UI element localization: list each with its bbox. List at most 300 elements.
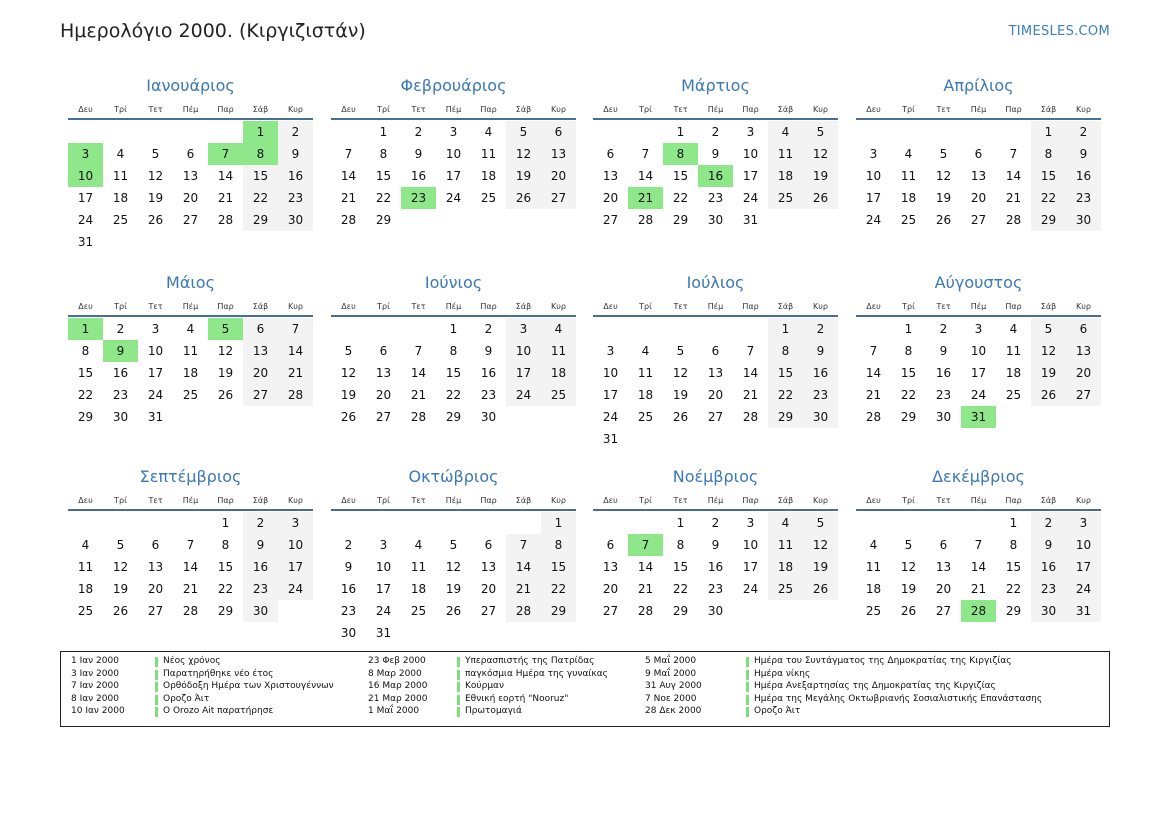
day-cell[interactable]: 22 [768,384,803,406]
day-cell[interactable]: 7 [869,344,878,358]
day-cell[interactable]: 29 [1005,604,1022,618]
day-cell[interactable]: 25 [1005,388,1022,402]
day-cell[interactable]: 23 [340,604,357,618]
day-cell[interactable]: 14 [970,560,987,574]
day-cell[interactable]: 15 [217,560,234,574]
day-cell[interactable]: 26 [112,604,129,618]
day-cell[interactable]: 6 [606,538,615,552]
day-cell[interactable]: 3 [379,538,388,552]
holiday-day-cell[interactable]: 8 [243,143,278,165]
day-cell[interactable]: 10 [602,366,619,380]
day-cell[interactable]: 13 [182,169,199,183]
day-cell[interactable]: 11 [541,340,576,362]
day-cell[interactable]: 30 [1066,209,1101,231]
day-cell[interactable]: 22 [217,582,234,596]
day-cell[interactable]: 3 [974,322,983,336]
holiday-day-cell[interactable]: 3 [68,143,103,165]
day-cell[interactable]: 5 [803,512,838,534]
day-cell[interactable]: 24 [77,213,94,227]
day-cell[interactable]: 7 [506,534,541,556]
day-cell[interactable]: 24 [970,388,987,402]
day-cell[interactable]: 2 [711,516,720,530]
day-cell[interactable]: 6 [939,538,948,552]
day-cell[interactable]: 24 [506,384,541,406]
day-cell[interactable]: 18 [900,191,917,205]
day-cell[interactable]: 29 [672,213,689,227]
day-cell[interactable]: 6 [541,121,576,143]
day-cell[interactable]: 11 [637,366,654,380]
day-cell[interactable]: 6 [1066,318,1101,340]
day-cell[interactable]: 27 [147,604,164,618]
day-cell[interactable]: 15 [1005,560,1022,574]
day-cell[interactable]: 24 [445,191,462,205]
day-cell[interactable]: 18 [768,165,803,187]
day-cell[interactable]: 20 [147,582,164,596]
day-cell[interactable]: 11 [410,560,427,574]
day-cell[interactable]: 25 [410,604,427,618]
day-cell[interactable]: 10 [1066,534,1101,556]
day-cell[interactable]: 21 [970,582,987,596]
holiday-day-cell[interactable]: 7 [208,143,243,165]
day-cell[interactable]: 11 [1005,344,1022,358]
day-cell[interactable]: 4 [186,322,195,336]
day-cell[interactable]: 16 [410,169,427,183]
day-cell[interactable]: 9 [1066,143,1101,165]
day-cell[interactable]: 25 [480,191,497,205]
day-cell[interactable]: 12 [112,560,129,574]
day-cell[interactable]: 16 [340,582,357,596]
day-cell[interactable]: 21 [410,388,427,402]
holiday-day-cell[interactable]: 1 [243,121,278,143]
day-cell[interactable]: 17 [445,169,462,183]
day-cell[interactable]: 17 [1066,556,1101,578]
day-cell[interactable]: 22 [243,187,278,209]
day-cell[interactable]: 3 [449,125,458,139]
day-cell[interactable]: 13 [1066,340,1101,362]
day-cell[interactable]: 3 [606,344,615,358]
day-cell[interactable]: 25 [637,410,654,424]
day-cell[interactable]: 4 [541,318,576,340]
day-cell[interactable]: 10 [147,344,164,358]
day-cell[interactable]: 12 [935,169,952,183]
day-cell[interactable]: 22 [1031,187,1066,209]
day-cell[interactable]: 13 [147,560,164,574]
day-cell[interactable]: 15 [77,366,94,380]
day-cell[interactable]: 2 [939,322,948,336]
day-cell[interactable]: 20 [707,388,724,402]
day-cell[interactable]: 27 [602,213,619,227]
day-cell[interactable]: 8 [1009,538,1018,552]
day-cell[interactable]: 11 [865,560,882,574]
day-cell[interactable]: 6 [484,538,493,552]
day-cell[interactable]: 21 [217,191,234,205]
day-cell[interactable]: 19 [900,582,917,596]
day-cell[interactable]: 25 [768,578,803,600]
site-brand[interactable]: TIMESLES.COM [1008,24,1110,39]
day-cell[interactable]: 29 [77,410,94,424]
day-cell[interactable]: 9 [1031,534,1066,556]
day-cell[interactable]: 17 [742,560,759,574]
day-cell[interactable]: 14 [217,169,234,183]
day-cell[interactable]: 15 [768,362,803,384]
day-cell[interactable]: 23 [707,191,724,205]
day-cell[interactable]: 16 [1066,165,1101,187]
day-cell[interactable]: 27 [602,604,619,618]
day-cell[interactable]: 4 [869,538,878,552]
day-cell[interactable]: 22 [77,388,94,402]
holiday-day-cell[interactable]: 21 [628,187,663,209]
day-cell[interactable]: 31 [602,432,619,446]
day-cell[interactable]: 9 [344,560,353,574]
day-cell[interactable]: 29 [445,410,462,424]
day-cell[interactable]: 14 [742,366,759,380]
day-cell[interactable]: 16 [803,362,838,384]
day-cell[interactable]: 2 [1031,512,1066,534]
day-cell[interactable]: 19 [340,388,357,402]
day-cell[interactable]: 27 [970,213,987,227]
holiday-day-cell[interactable]: 28 [961,600,996,622]
day-cell[interactable]: 31 [375,626,392,640]
day-cell[interactable]: 14 [182,560,199,574]
day-cell[interactable]: 7 [186,538,195,552]
day-cell[interactable]: 14 [865,366,882,380]
day-cell[interactable]: 19 [1031,362,1066,384]
day-cell[interactable]: 4 [1009,322,1018,336]
day-cell[interactable]: 2 [344,538,353,552]
day-cell[interactable]: 27 [243,384,278,406]
day-cell[interactable]: 12 [147,169,164,183]
day-cell[interactable]: 28 [637,604,654,618]
day-cell[interactable]: 7 [974,538,983,552]
day-cell[interactable]: 10 [865,169,882,183]
day-cell[interactable]: 10 [742,147,759,161]
day-cell[interactable]: 26 [1031,384,1066,406]
day-cell[interactable]: 1 [541,512,576,534]
day-cell[interactable]: 13 [243,340,278,362]
day-cell[interactable]: 30 [935,410,952,424]
day-cell[interactable]: 30 [1031,600,1066,622]
day-cell[interactable]: 12 [1031,340,1066,362]
day-cell[interactable]: 19 [445,582,462,596]
day-cell[interactable]: 14 [410,366,427,380]
day-cell[interactable]: 25 [900,213,917,227]
day-cell[interactable]: 21 [182,582,199,596]
day-cell[interactable]: 24 [375,604,392,618]
day-cell[interactable]: 18 [77,582,94,596]
day-cell[interactable]: 30 [480,410,497,424]
day-cell[interactable]: 20 [935,582,952,596]
day-cell[interactable]: 8 [81,344,90,358]
day-cell[interactable]: 1 [676,125,685,139]
day-cell[interactable]: 30 [707,604,724,618]
day-cell[interactable]: 29 [1031,209,1066,231]
day-cell[interactable]: 5 [904,538,913,552]
day-cell[interactable]: 12 [672,366,689,380]
day-cell[interactable]: 20 [602,191,619,205]
day-cell[interactable]: 1 [1031,121,1066,143]
day-cell[interactable]: 2 [243,512,278,534]
day-cell[interactable]: 4 [768,512,803,534]
day-cell[interactable]: 12 [340,366,357,380]
day-cell[interactable]: 16 [112,366,129,380]
day-cell[interactable]: 6 [974,147,983,161]
day-cell[interactable]: 19 [803,556,838,578]
day-cell[interactable]: 29 [768,406,803,428]
day-cell[interactable]: 22 [375,191,392,205]
day-cell[interactable]: 28 [742,410,759,424]
day-cell[interactable]: 11 [77,560,94,574]
day-cell[interactable]: 25 [768,187,803,209]
day-cell[interactable]: 7 [641,147,650,161]
day-cell[interactable]: 15 [1031,165,1066,187]
day-cell[interactable]: 2 [116,322,125,336]
day-cell[interactable]: 13 [970,169,987,183]
day-cell[interactable]: 9 [711,538,720,552]
day-cell[interactable]: 9 [484,344,493,358]
day-cell[interactable]: 6 [606,147,615,161]
day-cell[interactable]: 4 [768,121,803,143]
day-cell[interactable]: 26 [803,187,838,209]
day-cell[interactable]: 13 [602,169,619,183]
day-cell[interactable]: 25 [865,604,882,618]
day-cell[interactable]: 28 [182,604,199,618]
day-cell[interactable]: 18 [182,366,199,380]
day-cell[interactable]: 16 [1031,556,1066,578]
day-cell[interactable]: 30 [243,600,278,622]
day-cell[interactable]: 27 [480,604,497,618]
day-cell[interactable]: 8 [768,340,803,362]
day-cell[interactable]: 29 [541,600,576,622]
day-cell[interactable]: 11 [900,169,917,183]
day-cell[interactable]: 29 [900,410,917,424]
day-cell[interactable]: 14 [340,169,357,183]
day-cell[interactable]: 20 [541,165,576,187]
day-cell[interactable]: 14 [637,169,654,183]
day-cell[interactable]: 2 [414,125,423,139]
day-cell[interactable]: 14 [1005,169,1022,183]
day-cell[interactable]: 11 [112,169,129,183]
day-cell[interactable]: 3 [151,322,160,336]
day-cell[interactable]: 25 [541,384,576,406]
day-cell[interactable]: 21 [1005,191,1022,205]
day-cell[interactable]: 4 [414,538,423,552]
day-cell[interactable]: 8 [676,538,685,552]
day-cell[interactable]: 5 [676,344,685,358]
day-cell[interactable]: 20 [243,362,278,384]
day-cell[interactable]: 23 [707,582,724,596]
day-cell[interactable]: 12 [803,143,838,165]
day-cell[interactable]: 15 [445,366,462,380]
day-cell[interactable]: 1 [379,125,388,139]
day-cell[interactable]: 30 [803,406,838,428]
day-cell[interactable]: 29 [243,209,278,231]
day-cell[interactable]: 27 [375,410,392,424]
day-cell[interactable]: 14 [506,556,541,578]
day-cell[interactable]: 9 [278,143,313,165]
day-cell[interactable]: 17 [375,582,392,596]
day-cell[interactable]: 25 [112,213,129,227]
day-cell[interactable]: 9 [243,534,278,556]
day-cell[interactable]: 31 [77,235,94,249]
day-cell[interactable]: 22 [672,191,689,205]
day-cell[interactable]: 4 [641,344,650,358]
day-cell[interactable]: 24 [278,578,313,600]
day-cell[interactable]: 8 [541,534,576,556]
day-cell[interactable]: 20 [480,582,497,596]
day-cell[interactable]: 1 [449,322,458,336]
day-cell[interactable]: 19 [147,191,164,205]
day-cell[interactable]: 28 [410,410,427,424]
day-cell[interactable]: 18 [768,556,803,578]
day-cell[interactable]: 31 [147,410,164,424]
day-cell[interactable]: 27 [707,410,724,424]
day-cell[interactable]: 19 [112,582,129,596]
day-cell[interactable]: 24 [147,388,164,402]
day-cell[interactable]: 26 [506,187,541,209]
day-cell[interactable]: 31 [742,213,759,227]
day-cell[interactable]: 10 [375,560,392,574]
holiday-day-cell[interactable]: 7 [628,534,663,556]
day-cell[interactable]: 18 [410,582,427,596]
day-cell[interactable]: 1 [768,318,803,340]
day-cell[interactable]: 5 [151,147,160,161]
day-cell[interactable]: 26 [803,578,838,600]
day-cell[interactable]: 30 [278,209,313,231]
holiday-day-cell[interactable]: 23 [401,187,436,209]
day-cell[interactable]: 8 [379,147,388,161]
day-cell[interactable]: 23 [803,384,838,406]
day-cell[interactable]: 14 [637,560,654,574]
day-cell[interactable]: 10 [278,534,313,556]
day-cell[interactable]: 16 [935,366,952,380]
day-cell[interactable]: 20 [375,388,392,402]
day-cell[interactable]: 3 [869,147,878,161]
day-cell[interactable]: 12 [506,143,541,165]
day-cell[interactable]: 20 [970,191,987,205]
day-cell[interactable]: 6 [243,318,278,340]
day-cell[interactable]: 3 [746,125,755,139]
day-cell[interactable]: 2 [711,125,720,139]
day-cell[interactable]: 5 [803,121,838,143]
holiday-day-cell[interactable]: 16 [698,165,733,187]
day-cell[interactable]: 4 [116,147,125,161]
day-cell[interactable]: 10 [445,147,462,161]
day-cell[interactable]: 22 [900,388,917,402]
day-cell[interactable]: 10 [742,538,759,552]
day-cell[interactable]: 23 [935,388,952,402]
day-cell[interactable]: 2 [484,322,493,336]
day-cell[interactable]: 29 [217,604,234,618]
day-cell[interactable]: 1 [221,516,230,530]
day-cell[interactable]: 13 [707,366,724,380]
day-cell[interactable]: 16 [243,556,278,578]
day-cell[interactable]: 6 [379,344,388,358]
day-cell[interactable]: 30 [112,410,129,424]
holiday-day-cell[interactable]: 10 [68,165,103,187]
day-cell[interactable]: 7 [278,318,313,340]
day-cell[interactable]: 11 [768,143,803,165]
day-cell[interactable]: 12 [803,534,838,556]
day-cell[interactable]: 26 [147,213,164,227]
day-cell[interactable]: 28 [506,600,541,622]
day-cell[interactable]: 21 [865,388,882,402]
day-cell[interactable]: 7 [746,344,755,358]
day-cell[interactable]: 23 [1031,578,1066,600]
day-cell[interactable]: 21 [506,578,541,600]
day-cell[interactable]: 26 [935,213,952,227]
day-cell[interactable]: 22 [1005,582,1022,596]
day-cell[interactable]: 22 [541,578,576,600]
day-cell[interactable]: 26 [672,410,689,424]
day-cell[interactable]: 1 [1009,516,1018,530]
day-cell[interactable]: 17 [77,191,94,205]
day-cell[interactable]: 1 [676,516,685,530]
day-cell[interactable]: 28 [217,213,234,227]
day-cell[interactable]: 3 [278,512,313,534]
day-cell[interactable]: 27 [182,213,199,227]
day-cell[interactable]: 13 [541,143,576,165]
day-cell[interactable]: 7 [414,344,423,358]
day-cell[interactable]: 24 [865,213,882,227]
day-cell[interactable]: 11 [480,147,497,161]
holiday-day-cell[interactable]: 1 [68,318,103,340]
day-cell[interactable]: 6 [186,147,195,161]
day-cell[interactable]: 19 [935,191,952,205]
day-cell[interactable]: 17 [278,556,313,578]
day-cell[interactable]: 28 [340,213,357,227]
day-cell[interactable]: 17 [865,191,882,205]
day-cell[interactable]: 28 [278,384,313,406]
day-cell[interactable]: 14 [278,340,313,362]
day-cell[interactable]: 18 [541,362,576,384]
day-cell[interactable]: 28 [1005,213,1022,227]
day-cell[interactable]: 27 [541,187,576,209]
day-cell[interactable]: 27 [935,604,952,618]
day-cell[interactable]: 30 [340,626,357,640]
day-cell[interactable]: 15 [900,366,917,380]
day-cell[interactable]: 17 [602,388,619,402]
day-cell[interactable]: 3 [506,318,541,340]
day-cell[interactable]: 24 [742,191,759,205]
day-cell[interactable]: 26 [217,388,234,402]
day-cell[interactable]: 31 [1066,600,1101,622]
day-cell[interactable]: 19 [672,388,689,402]
day-cell[interactable]: 18 [112,191,129,205]
day-cell[interactable]: 22 [445,388,462,402]
day-cell[interactable]: 23 [112,388,129,402]
day-cell[interactable]: 18 [1005,366,1022,380]
day-cell[interactable]: 19 [803,165,838,187]
day-cell[interactable]: 29 [672,604,689,618]
day-cell[interactable]: 12 [445,560,462,574]
day-cell[interactable]: 5 [1031,318,1066,340]
day-cell[interactable]: 26 [900,604,917,618]
day-cell[interactable]: 19 [217,366,234,380]
day-cell[interactable]: 9 [414,147,423,161]
day-cell[interactable]: 8 [904,344,913,358]
day-cell[interactable]: 5 [116,538,125,552]
day-cell[interactable]: 5 [939,147,948,161]
day-cell[interactable]: 18 [865,582,882,596]
day-cell[interactable]: 3 [746,516,755,530]
day-cell[interactable]: 12 [217,344,234,358]
day-cell[interactable]: 13 [602,560,619,574]
day-cell[interactable]: 11 [182,344,199,358]
day-cell[interactable]: 28 [637,213,654,227]
day-cell[interactable]: 7 [1009,147,1018,161]
day-cell[interactable]: 5 [449,538,458,552]
day-cell[interactable]: 7 [344,147,353,161]
